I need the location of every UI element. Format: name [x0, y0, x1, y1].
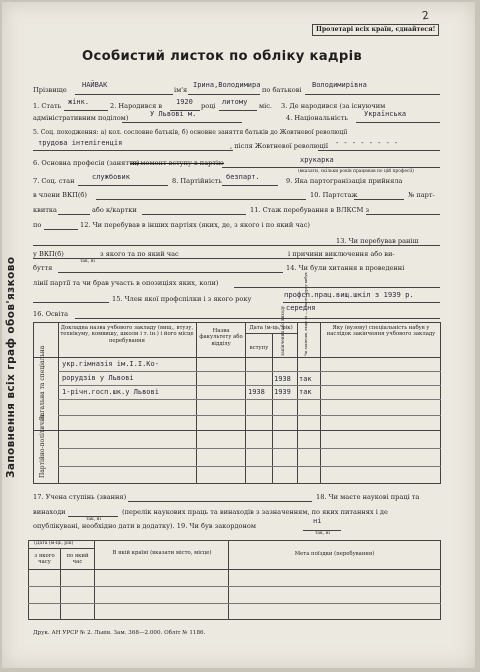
- education-label: 16. Освіта: [33, 310, 69, 318]
- birthplace-value: У Львові м.: [150, 110, 197, 118]
- po-label: по: [33, 221, 42, 229]
- edu-row-3-enter: 1938: [248, 388, 265, 396]
- origin-after-value: - - - - - - - -: [335, 139, 399, 147]
- degree-label: 17. Учена ступінь (звання): [33, 493, 127, 501]
- trip-date-header: (Дата (м-ць, рік): [34, 541, 74, 546]
- tak-ni-label-3: так, ні: [315, 531, 330, 536]
- edu-header-name: Докладна назва учбового закладу (вищ., втузу, технікуму, комвишу, школи і т. ін.) і його місце перебування: [60, 325, 194, 344]
- edu-row-2-finished: так: [299, 375, 312, 383]
- month-suffix: міс.: [259, 102, 273, 110]
- from-when-label: з якого та по який час: [100, 250, 179, 258]
- opposition-label: 14. Чи були хитання в проведенні: [286, 264, 405, 272]
- published-label: опублікувані, необхідно дати в додатку). 19. Чи був закордоном: [33, 522, 256, 530]
- name-value: Ірина,Володимира: [193, 81, 261, 89]
- patronymic-value: Володимирівна: [312, 81, 367, 89]
- tak-ni-label-1: так, ні: [80, 259, 95, 264]
- page-number: 2: [421, 8, 430, 23]
- form-title: Особистий листок по обліку кадрів: [82, 49, 363, 64]
- social-origin-value: трудова інтелігенція: [38, 139, 123, 147]
- edu-row-3-finished: так: [299, 388, 312, 396]
- union-value: профсп.прац.вищ.шкіл з 1939 р.: [284, 290, 414, 299]
- trip-from-header: з якого часу: [34, 553, 55, 566]
- born-label: 2. Народився в: [110, 102, 163, 110]
- edu-row-3-name: 1-річн.госп.шк.у Львові: [62, 388, 159, 396]
- edu-header-finished: Чи закінчив, якщо ні — з якого курсу вибув: [304, 272, 308, 356]
- edu-row-2-name: рорудзів у Львові: [62, 374, 134, 382]
- surname-label: Прізвище: [33, 86, 67, 94]
- tak-ni-label-2: так, ні: [86, 517, 101, 522]
- patronymic-label: по батькові: [262, 86, 302, 94]
- buttya-label: буття: [33, 264, 53, 272]
- trip-to-header: по який час: [66, 553, 89, 566]
- sex-value: жінк.: [68, 98, 90, 106]
- birth-year-value: 1920: [176, 98, 193, 106]
- surname-value: НАЙВАК: [82, 81, 108, 89]
- profession-note: (вказати, скільки років працював по цій професії): [298, 169, 414, 174]
- edu-section-party: Партійно-політична: [39, 414, 46, 478]
- slogan-box: Пролетарі всіх країн, єднайтеся!: [312, 24, 439, 36]
- vkp-in-label: у ВКП(б): [33, 250, 64, 258]
- union-label: 15. Член якої профспілки і з якого року: [112, 295, 252, 303]
- reasons-label: і причини виключення або ви-: [288, 250, 395, 258]
- party-line-label: лінії партії та чи брав участь в опозиціях яких, коли): [33, 279, 219, 287]
- edu-header-enter: вступу: [249, 345, 269, 351]
- party-label: 8. Партійність: [172, 177, 222, 185]
- nationality-value: Українська: [364, 110, 407, 118]
- social-status-label: 7. Соц. стан: [33, 177, 75, 185]
- party-org-label: 9. Яка партогранізація прийняла: [286, 177, 403, 185]
- profession-value: хрукарка: [300, 156, 334, 164]
- trip-country-header: В якій країні (вказати місто, місце): [112, 550, 212, 556]
- komsomol-label: 11. Стаж перебування в ВЛКСМ з: [250, 206, 370, 214]
- side-fill-all-label: Заповнення всіх граф обов'язково: [5, 256, 17, 478]
- inventions-label: винаходи: [33, 508, 66, 516]
- edu-row-1-name: укр.гімназія ім.І.І.Ко-: [62, 360, 159, 368]
- social-status-value: службовик: [92, 173, 130, 181]
- education-value: середня: [286, 304, 316, 312]
- edu-row-2-finish: 1938: [274, 375, 291, 383]
- edu-section-general: Загальна та спеціальна: [39, 345, 46, 420]
- abroad-value: ні: [313, 517, 322, 525]
- edu-row-3-finish: 1939: [274, 388, 291, 396]
- trip-purpose-header: Мета поїздки (перебування): [294, 551, 375, 557]
- works-list-label: (перелік наукових праць та винаходів з зазначенням, по яких питаннях і де: [122, 508, 388, 516]
- origin-after-label: , після Жовтневої революції: [230, 142, 328, 150]
- profession-label: 6. Основна професія (заняття): [33, 159, 140, 167]
- party-ticket-label: 10. Партстаж: [310, 191, 358, 199]
- edu-header-specialty: Яку (вузову) спеціальність набув у наслідок закінчення учбового закладу: [326, 325, 436, 338]
- name-label: ім'я: [174, 86, 188, 94]
- card-label-2: або к/картки: [92, 206, 137, 214]
- year-suffix: році: [201, 102, 216, 110]
- edu-header-dates: Дата (м-ць, рік): [249, 325, 293, 331]
- party-value: безпарт.: [226, 173, 260, 181]
- vkp-label: в члени ВКП(б): [33, 191, 87, 199]
- card-label: квитка: [33, 206, 57, 214]
- edu-header-faculty: Назва факультету або відділу: [199, 328, 243, 347]
- sex-label: 1. Стать: [33, 102, 62, 110]
- print-footer: Друк. АН УРСР № 2. Львів. Зам. 368—2.000. Обліт № 1186.: [33, 630, 206, 636]
- profession-struck-text: на момент вступу в партію: [130, 159, 224, 167]
- nationality-label: 4. Національність: [286, 114, 348, 122]
- birth-month-value: литому: [222, 98, 248, 106]
- party-ticket-no: № парт-: [408, 191, 435, 199]
- birthplace-label: 3. Де народився (за існуючим: [281, 102, 386, 110]
- admin-division-label: адміністративним поділом): [33, 114, 129, 122]
- edu-header-finish: закінчення або виходу: [280, 305, 285, 356]
- other-parties-label: 12. Чи перебував в інших партіях (яких, де, з якого і по який час): [80, 221, 310, 229]
- earlier-label: 13. Чи перебував раніш: [336, 237, 419, 245]
- social-origin-label: 5. Соц. походження: а) кол. сословне батьків, б) основне заняття батьків до Жовтневої революції: [33, 129, 348, 136]
- works-label: 18. Чи маєте наукові праці та: [316, 493, 420, 501]
